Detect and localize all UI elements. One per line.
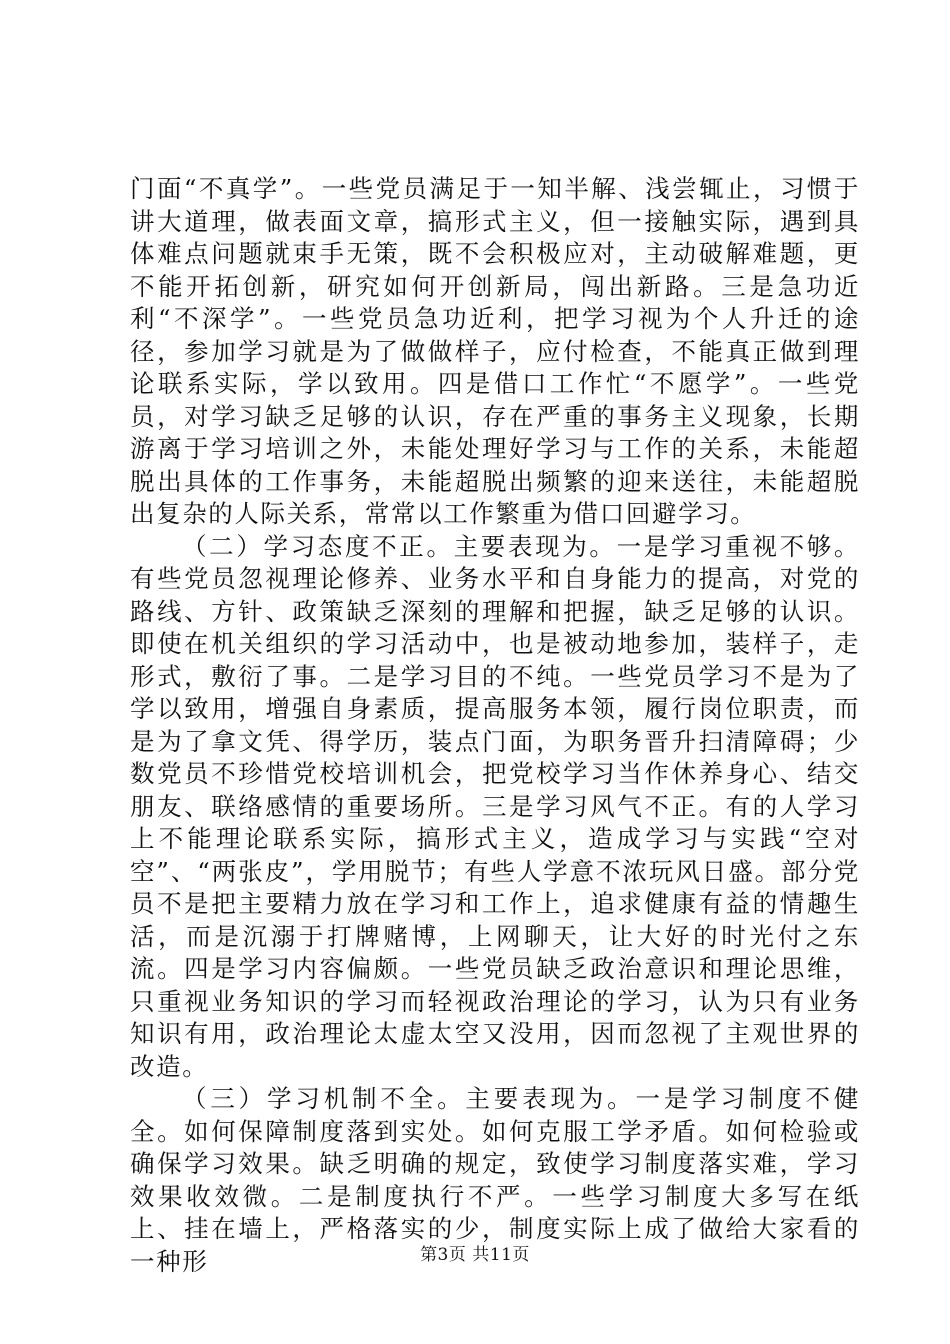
paragraph-1: 门面“不真学”。一些党员满足于一知半解、浅尝辄止，习惯于讲大道理，做表面文章，搞形式主义，但一接触实际，遇到具体难点问题就束手无策，既不会积极应对，主动破解难题，更不能开拓创新，研究如何开创新局，闯出新路。三是急功近利“不深学”。一些党员急功近利，把学习视为个人升迁的途径，参加学习就是为了做做样子，应付检查，不能真正做到理论联系实际，学以致用。四是借口工作忙“不愿学”。一些党员，对学习缺乏足够的认识，存在严重的事务主义现象，长期游离于学习培训之外，未能处理好学习与工作的关系，未能超脱出具体的工作事务，未能超脱出频繁的迎来送往，未能超脱出复杂的人际关系，常常以工作繁重为借口回避学习。 (130, 174, 860, 528)
page-number-footer: 第3页 共11页 (420, 1245, 530, 1265)
paragraph-2: （二）学习态度不正。主要表现为。一是学习重视不够。有些党员忽视理论修养、业务水平和自身能力的提高，对党的路线、方针、政策缺乏深刻的理解和把握，缺乏足够的认识。即使在机关组织的学习活动中，也是被动地参加，装样子，走形式，敷衍了事。二是学习目的不纯。一些党员学习不是为了学以致用，增强自身素质，提高服务本领，履行岗位职责，而是为了拿文凭、得学历，装点门面，为职务晋升扫清障碍；少数党员不珍惜党校培训机会，把党校学习当作休养身心、结交朋友、联络感情的重要场所。三是学习风气不正。有的人学习上不能理论联系实际，搞形式主义，造成学习与实践“空对空”、“两张皮”，学用脱节；有些人学意不浓玩风日盛。部分党员不是把主要精力放在学习和工作上，追求健康有益的情趣生活，而是沉溺于打牌赌博，上网聊天，让大好的时光付之东流。四是学习内容偏颇。一些党员缺乏政治意识和理论思维，只重视业务知识的学习而轻视政治理论的学习，认为只有业务知识有用，政治理论太虚太空又没用，因而忽视了主观世界的改造。 (130, 531, 860, 1081)
body-text (130, 173, 860, 1278)
paragraph-3: （三）学习机制不全。主要表现为。一是学习制度不健全。如何保障制度落到实处。如何克服工学矛盾。如何检验或确保学习效果。缺乏明确的规定，致使学习制度落实难，学习效果收效微。二是制度执行不严。一些学习制度大多写在纸上、挂在墙上，严格落实的少，制度实际上成了做给大家看的一种形 (130, 1084, 860, 1276)
